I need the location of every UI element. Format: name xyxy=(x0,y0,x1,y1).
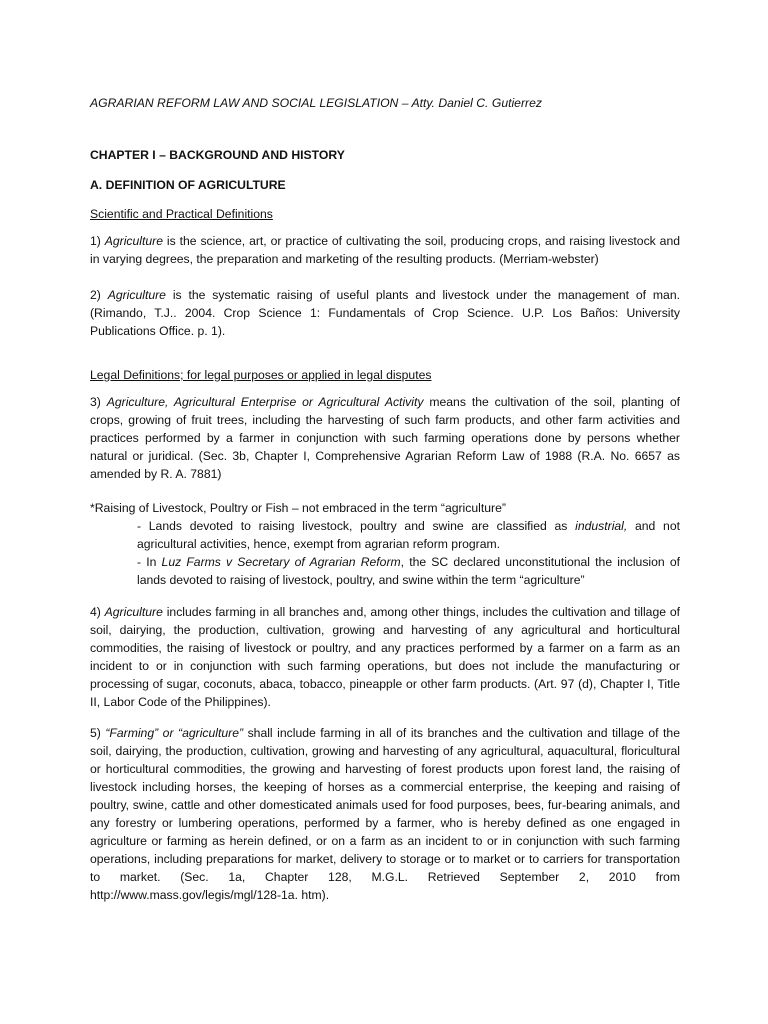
definition-4 xyxy=(90,603,680,711)
definition-term: Agriculture xyxy=(107,288,166,302)
definition-number: 3) xyxy=(90,395,107,409)
definition-text: is the science, art, or practice of cultivating the soil, producing crops, and raising livestock and in varying degrees, the preparation and marketing of the resulting products. (Merriam-webster) xyxy=(90,234,680,266)
definition-term: Agriculture xyxy=(104,605,163,619)
livestock-note-bullet-1 xyxy=(137,517,680,553)
bullet-text: , the SC declared unconstitutional the inclusion of lands devoted to raising of livestock, poultry, and swine within the term “agriculture” xyxy=(137,555,680,587)
definition-number: 5) xyxy=(90,726,106,740)
bullet-text: - Lands devoted to raising livestock, poultry and swine are classified as xyxy=(137,519,576,533)
scientific-definitions-heading: Scientific and Practical Definitions xyxy=(90,207,273,221)
definition-number: 1) xyxy=(90,234,105,248)
definition-number: 4) xyxy=(90,605,105,619)
document-page xyxy=(90,0,680,1024)
livestock-note-lead: *Raising of Livestock, Poultry or Fish – not embraced in the term “agriculture” xyxy=(90,501,506,515)
bullet-emphasis: industrial, xyxy=(575,519,628,533)
definition-text: includes farming in all branches and, among other things, includes the cultivation and tillage of soil, dairying, the production, cultivation, growing and harvesting of any agricultural and horticultural commodities, the raising of livestock or poultry, and any practices performed by a farmer on a farm as an incident to or in conjunction with such farming operations, but does not include the manufacturing or processing of sugar, coconuts, abaca, tobacco, pineapple or other farm products. (Art. 97 (d), Chapter I, Title II, Labor Code of the Philippines). xyxy=(90,605,680,709)
document-header: AGRARIAN REFORM LAW AND SOCIAL LEGISLATION – Atty. Daniel C. Gutierrez xyxy=(90,96,542,110)
section-title: A. DEFINITION OF AGRICULTURE xyxy=(90,178,286,192)
definition-3 xyxy=(90,393,680,483)
case-name: Luz Farms v Secretary of Agrarian Reform xyxy=(161,555,401,569)
definition-5 xyxy=(90,724,680,904)
definition-term: “Farming” or “agriculture” xyxy=(105,726,244,740)
definition-text: means the cultivation of the soil, planting of crops, growing of fruit trees, including the harvesting of such farm products, and other farm activities and practices performed by a farmer in conjunction with such farming operations done by persons whether natural or juridical. (Sec. 3b, Chapter I, Comprehensive Agrarian Reform Law of 1988 (R.A. No. 6657 as amended by R. A. 7881) xyxy=(90,395,680,481)
definition-term: Agriculture, Agricultural Enterprise or Agricultural Activity xyxy=(106,395,424,409)
definition-text: is the systematic raising of useful plants and livestock under the management of man. (Rimando, T.J.. 2004. Crop Science 1: Fundamentals of Crop Science. U.P. Los Baños: University Publications Office. p. 1). xyxy=(90,288,680,338)
definition-1 xyxy=(90,232,680,268)
bullet-text: - In xyxy=(137,555,162,569)
definition-text: shall include farming in all of its branches and the cultivation and tillage of the soil, dairying, the production, cultivation, growing and harvesting of any agricultural, aquacultural, floricultural or horticultural commodities, the growing and harvesting of forest products upon forest land, the raising of livestock including horses, the keeping of horses as a commercial enterprise, the keeping and raising of poultry, swine, cattle and other domesticated animals used for food purposes, bees, fur-bearing animals, and any forestry or lumbering operations, performed by a farmer, who is hereby defined as one engaged in agriculture or farming as herein defined, or on a farm as an incident to or in conjunction with such farming operations, including preparations for market, delivery to storage or to market or to carriers for transportation to market. (Sec. 1a, Chapter 128, M.G.L. Retrieved September 2, 2010 from http://www.mass.gov/legis/mgl/128-1a. htm). xyxy=(90,726,680,902)
definition-term: Agriculture xyxy=(104,234,164,248)
definition-number: 2) xyxy=(90,288,108,302)
livestock-note-bullet-2 xyxy=(137,553,680,589)
chapter-title: CHAPTER I – BACKGROUND AND HISTORY xyxy=(90,148,345,162)
definition-2 xyxy=(90,286,680,340)
bullet-text: and not agricultural activities, hence, exempt from agrarian reform program. xyxy=(137,519,680,551)
legal-definitions-heading: Legal Definitions; for legal purposes or applied in legal disputes xyxy=(90,368,432,382)
